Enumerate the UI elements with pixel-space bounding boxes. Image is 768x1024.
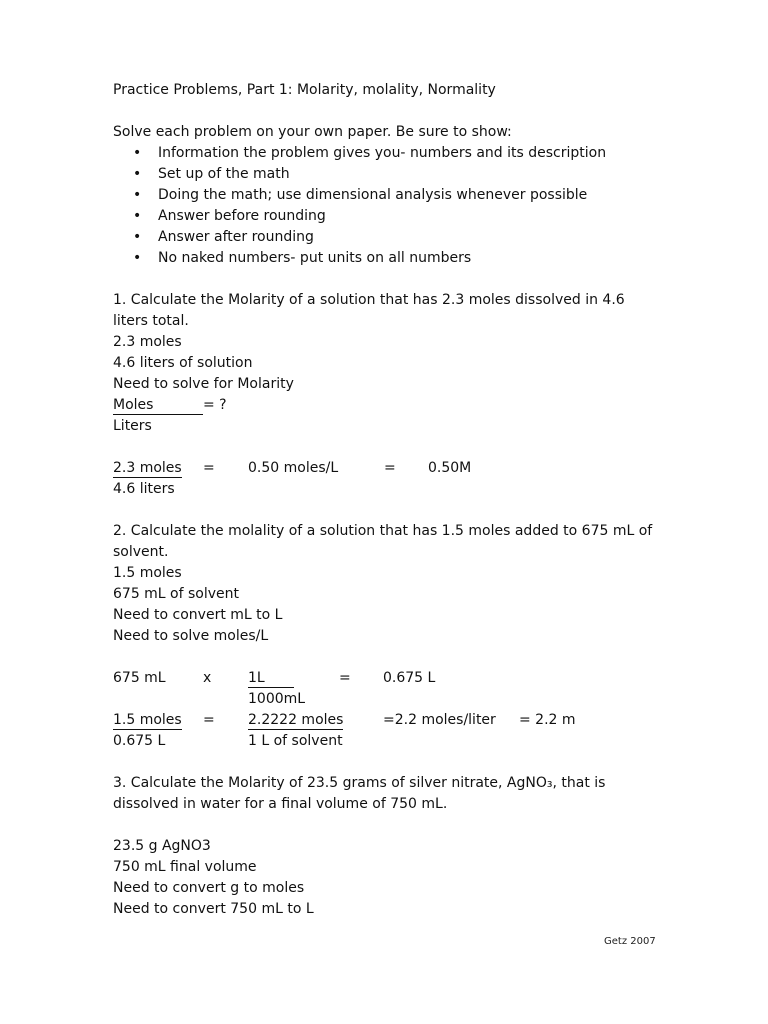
calc-denominator: 0.675 L <box>113 733 166 749</box>
spacer <box>113 269 653 290</box>
spacer <box>113 815 653 836</box>
list-item: • Set up of the math <box>133 164 653 185</box>
calc-final-answer: 0.50M <box>428 460 472 476</box>
problem-2-need-solve: Need to solve moles/L <box>113 628 269 644</box>
conversion-denominator: 1000mL <box>248 691 306 707</box>
calc-numerator: 2.3 moles <box>113 460 182 476</box>
spacer <box>113 647 653 668</box>
conversion-result: 0.675 L <box>383 670 436 686</box>
spacer <box>113 500 653 521</box>
spacer <box>113 752 653 773</box>
problem-2-given-moles: 1.5 moles <box>113 565 182 581</box>
conversion-equals: = <box>339 670 351 686</box>
list-item: • No naked numbers- put units on all numbers <box>133 248 653 269</box>
list-item: • Answer before rounding <box>133 206 653 227</box>
list-item: • Answer after rounding <box>133 227 653 248</box>
calc-equals: = <box>384 460 396 476</box>
problem-3-question: 3. Calculate the Molarity of 23.5 grams of silver nitrate, AgNO₃, that is dissolved in water for a final volume of 750 mL. <box>113 775 606 812</box>
instructions: Solve each problem on your own paper. Be sure to show: <box>113 124 512 140</box>
calc-final-answer: = 2.2 m <box>519 712 576 728</box>
problem-2-calc-denominator-row <box>113 731 653 752</box>
problem-2-need-convert: Need to convert mL to L <box>113 607 283 623</box>
spacer <box>113 437 653 458</box>
calc-intermediate: 2.2222 moles <box>248 712 344 728</box>
formula-numerator: Moles <box>113 395 203 416</box>
problem-3-need-moles: Need to convert g to moles <box>113 880 305 896</box>
problem-1-given-moles: 2.3 moles <box>113 334 182 350</box>
formula-denominator: Liters <box>113 418 152 434</box>
problem-2-question: 2. Calculate the molality of a solution that has 1.5 moles added to 675 mL of solvent. <box>113 523 653 560</box>
calc-equals: = <box>203 460 215 476</box>
problem-2-calc-row <box>113 710 653 731</box>
problem-3-given-volume: 750 mL final volume <box>113 859 257 875</box>
conversion-numerator: 1L <box>248 668 294 689</box>
problem-2-given-volume: 675 mL of solvent <box>113 586 240 602</box>
page-title: Practice Problems, Part 1: Molarity, molality, Normality <box>113 82 496 98</box>
problem-3-need-liters: Need to convert 750 mL to L <box>113 901 314 917</box>
calc-denominator: 1 L of solvent <box>248 733 343 749</box>
formula-equals: = ? <box>203 397 227 413</box>
calc-denominator: 4.6 liters <box>113 481 175 497</box>
document-body <box>113 80 653 920</box>
problem-1-calc-row <box>113 458 653 479</box>
list-item: • Doing the math; use dimensional analysis whenever possible <box>133 185 653 206</box>
calc-result: =2.2 moles/liter <box>383 712 496 728</box>
problem-1-given-volume: 4.6 liters of solution <box>113 355 253 371</box>
problem-1-formula-row <box>113 395 653 416</box>
problem-2-conversion-denominator-row <box>113 689 653 710</box>
problem-3-given-mass: 23.5 g AgNO3 <box>113 838 211 854</box>
spacer <box>113 101 653 122</box>
requirements-list <box>113 143 653 269</box>
calc-result: 0.50 moles/L <box>248 460 339 476</box>
footer-credit: Getz 2007 <box>604 936 656 947</box>
problem-2-conversion-row <box>113 668 653 689</box>
list-item: • Information the problem gives you- numbers and its description <box>133 143 653 164</box>
calc-equals: = <box>203 712 215 728</box>
conversion-times: x <box>203 670 212 686</box>
problem-1-need: Need to solve for Molarity <box>113 376 294 392</box>
calc-numerator: 1.5 moles <box>113 712 182 728</box>
conversion-value: 675 mL <box>113 670 166 686</box>
problem-1-question: 1. Calculate the Molarity of a solution that has 2.3 moles dissolved in 4.6 liters total. <box>113 292 625 329</box>
